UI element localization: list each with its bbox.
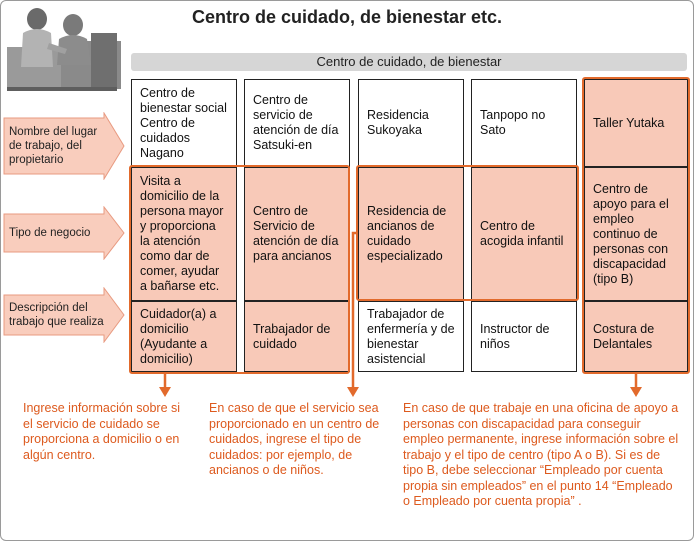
cell-business-yutaka: Centro de apoyo para el empleo continuo de personas con discapacidad (tipo B) <box>584 167 688 301</box>
cell-work-tanpopo: Instructor de niños <box>471 301 577 372</box>
cell-work-yutaka: Costura de Delantales <box>584 301 688 372</box>
note-home-or-center: Ingrese información sobre si el servicio de cuidado se proporciona a domicilio o en algún centro. <box>23 401 181 462</box>
cell-work-satsuki: Trabajador de cuidado <box>244 301 350 372</box>
note-disability-support: En caso de que trabaje en una oficina de apoyo a personas con discapacidad para conseguir empleo permanente, ingrese información sobre el trabajo y el tipo de centro (tipo A o B). Si es de tipo B, debe seleccionar “Empleado por cuenta propia sin empleados” en el punto 14 “Empleado o Empleado por cuenta propia” . <box>403 401 679 508</box>
arrow-down-icon <box>347 387 359 397</box>
row-label-name: Nombre del lugar de trabajo, del propietario <box>3 112 125 180</box>
diagram-title: Centro de cuidado, de bienestar etc. <box>191 7 503 27</box>
row-label-work-description: Descripción del trabajo que realiza <box>3 287 125 343</box>
cell-name-sukoyaka: Residencia Sukoyaka <box>358 79 464 167</box>
note-care-type: En caso de que el servicio sea proporcionado en un centro de cuidados, ingrese el tipo de cuidados: por ejemplo, de ancianos o de niños. <box>209 401 380 477</box>
cell-name-yutaka: Taller Yutaka <box>584 79 688 167</box>
cell-work-nagano: Cuidador(a) a domicilio (Ayudante a domicilio) <box>131 301 237 372</box>
cell-business-nagano: Visita a domicilio de la persona mayor y proporciona la atención como dar de comer, ayudar a bañarse etc. <box>131 167 237 301</box>
cell-business-satsuki: Centro de Servicio de atención de día para ancianos <box>244 167 350 301</box>
arrow-down-icon <box>159 387 171 397</box>
cell-name-tanpopo: Tanpopo no Sato <box>471 79 577 167</box>
cell-business-tanpopo: Centro de acogida infantil <box>471 167 577 301</box>
row-label-business-type: Tipo de negocio <box>3 206 125 260</box>
header-bar: Centro de cuidado, de bienestar <box>131 53 687 71</box>
arrow-down-icon <box>630 387 642 397</box>
cell-business-sukoyaka: Residencia de ancianos de cuidado especializado <box>358 167 464 301</box>
cell-work-sukoyaka: Trabajador de enfermería y de bienestar asistencial <box>358 301 464 372</box>
cell-name-satsuki: Centro de servicio de atención de día Satsuki-en <box>244 79 350 167</box>
cell-name-nagano: Centro de bienestar social Centro de cuidados Nagano <box>131 79 237 167</box>
